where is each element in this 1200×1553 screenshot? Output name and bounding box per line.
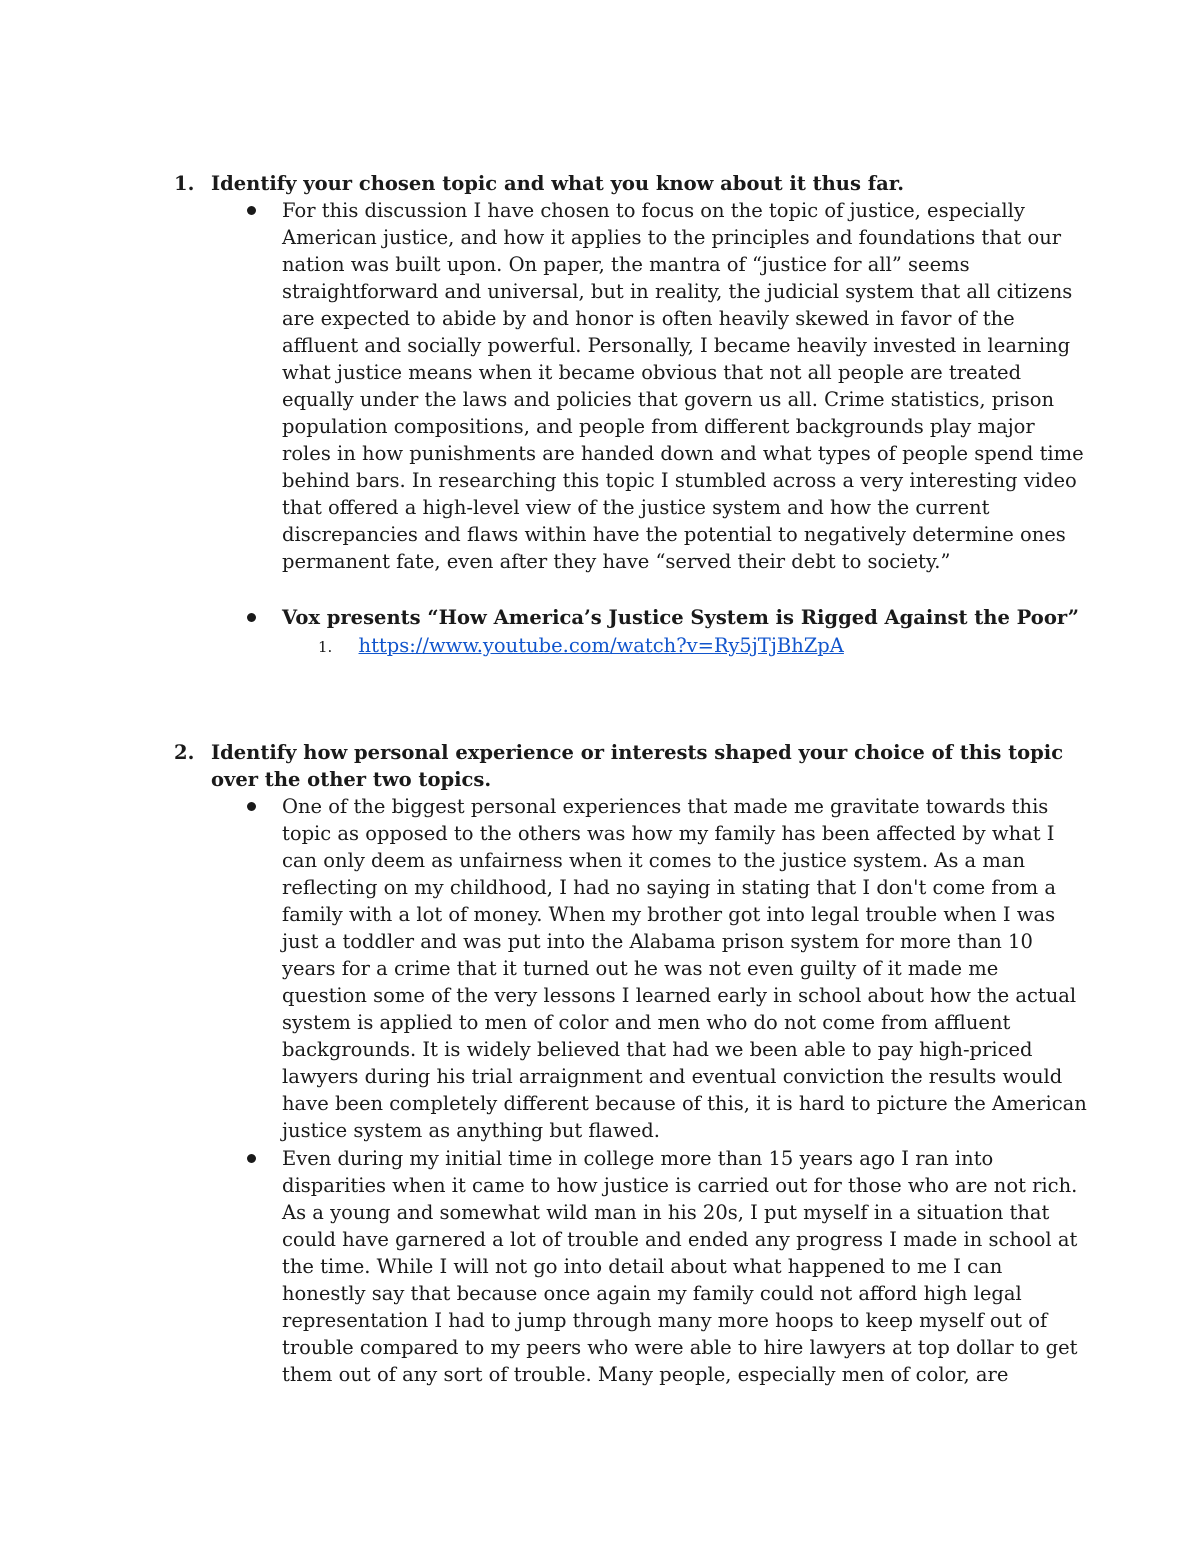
question-1-number: 1.: [174, 172, 195, 195]
question-2: [174, 739, 1074, 793]
question-1-bullet-1: [247, 197, 1087, 575]
video-link-item: [318, 632, 844, 661]
video-link[interactable]: https://www.youtube.com/watch?v=Ry5jTjBhZpA: [358, 634, 844, 657]
question-1-bullet-1-text: For this discussion I have chosen to focus on the topic of justice, especially American justice, and how it applies to the principles and foundations that our nation was built upon. On paper, the mantra of “justice for all” seems straightforward and universal, but in reality, the judicial system that all citizens are expected to abide by and honor is often heavily skewed in favor of the affluent and socially powerful. Personally, I became heavily invested in learning what justice means when it became obvious that not all people are treated equally under the laws and policies that govern us all. Crime statistics, prison population compositions, and people from different backgrounds play major roles in how punishments are handed down and what types of people spend time behind bars. In researching this topic I stumbled across a very interesting video that offered a high-level view of the justice system and how the current discrepancies and flaws within have the potential to negatively determine ones permanent fate, even after they have “served their debt to society.”: [282, 199, 1084, 573]
bullet-icon: [247, 1154, 256, 1163]
video-link-number: 1.: [318, 638, 333, 656]
bullet-icon: [247, 802, 256, 811]
question-2-number: 2.: [174, 741, 195, 764]
bullet-icon: [247, 206, 256, 215]
question-1-bullet-2: [247, 604, 1087, 631]
question-2-bullet-1-text: One of the biggest personal experiences that made me gravitate towards this topic as opposed to the others was how my family has been affected by what I can only deem as unfairness when it comes to the justice system. As a man reflecting on my childhood, I had no saying in stating that I don't come from a family with a lot of money. When my brother got into legal trouble when I was just a toddler and was put into the Alabama prison system for more than 10 years for a crime that it turned out he was not even guilty of it made me question some of the very lessons I learned early in school about how the actual system is applied to men of color and men who do not come from affluent backgrounds. It is widely believed that had we been able to pay high-priced lawyers during his trial arraignment and eventual conviction the results would have been completely different because of this, it is hard to picture the American justice system as anything but flawed.: [282, 795, 1087, 1142]
question-2-bullet-2-text: Even during my initial time in college more than 15 years ago I ran into disparities when it came to how justice is carried out for those who are not rich. As a young and somewhat wild man in his 20s, I put myself in a situation that could have garnered a lot of trouble and ended any progress I made in school at the time. While I will not go into detail about what happened to me I can honestly say that because once again my family could not afford high legal representation I had to jump through many more hoops to keep myself out of trouble compared to my peers who were able to hire lawyers at top dollar to get them out of any sort of trouble. Many people, especially men of color, are: [282, 1147, 1078, 1386]
question-1: [174, 170, 1074, 197]
question-1-bullet-2-text: Vox presents “How America’s Justice System is Rigged Against the Poor”: [282, 606, 1080, 629]
question-2-bullet-1: [247, 793, 1087, 1144]
question-2-heading: Identify how personal experience or interests shaped your choice of this topic over the other two topics.: [211, 741, 1064, 791]
question-2-bullet-2: [247, 1145, 1087, 1388]
question-1-heading: Identify your chosen topic and what you know about it thus far.: [211, 172, 905, 195]
bullet-icon: [247, 613, 256, 622]
